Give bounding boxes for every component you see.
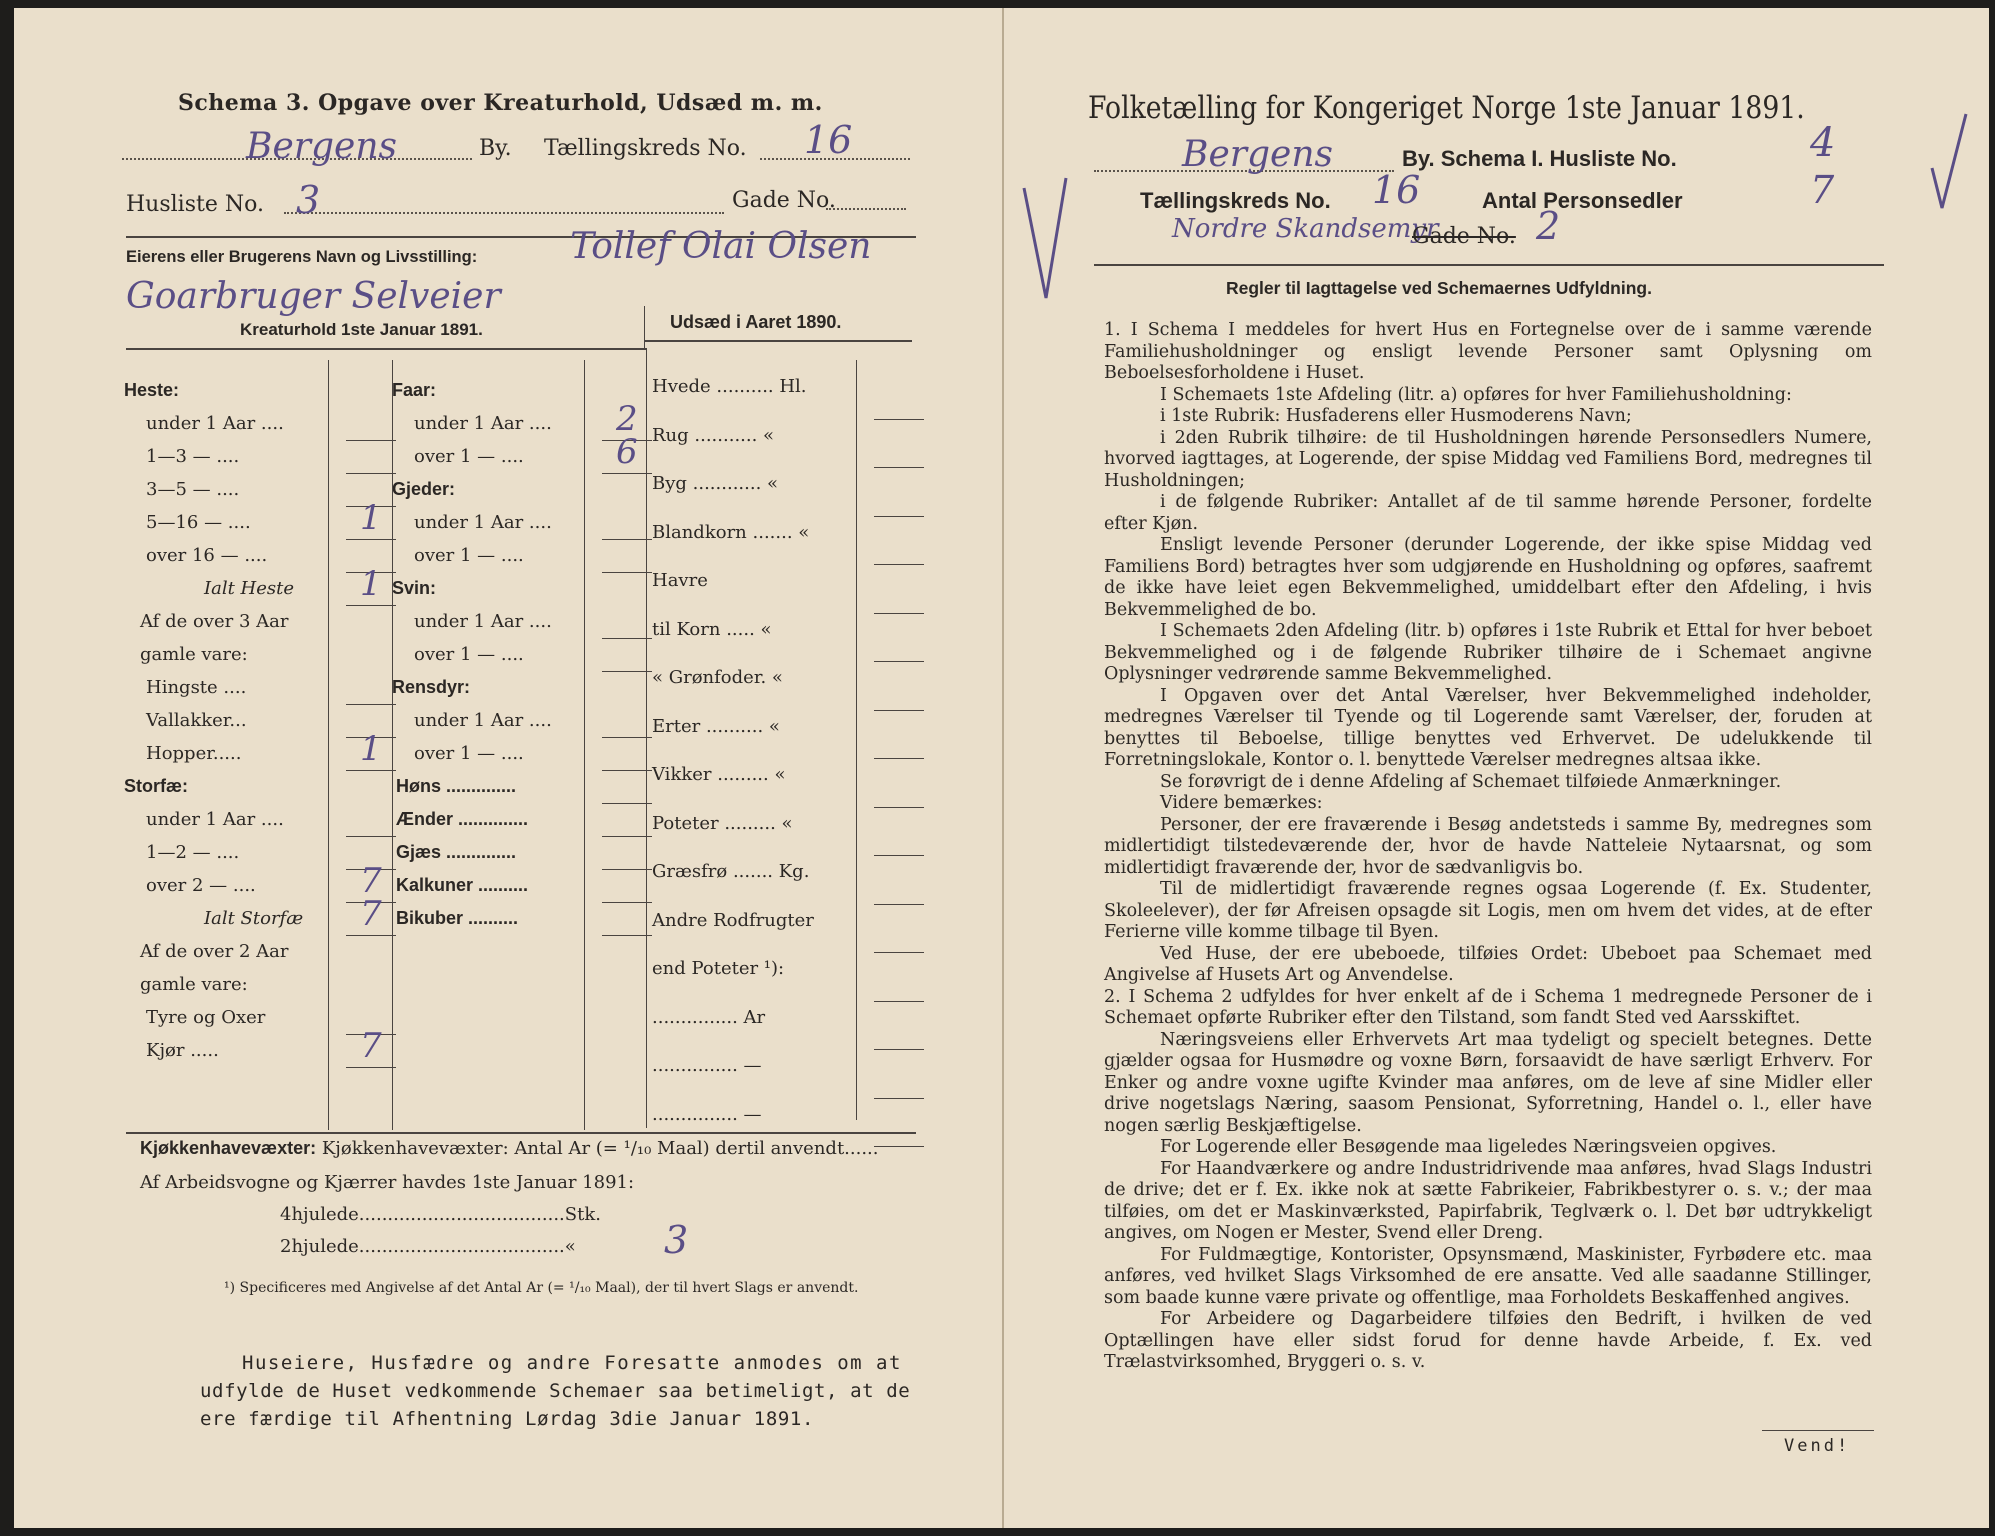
col2-handwritten-value: 2 <box>616 399 638 439</box>
col2-label: over 1 — .... <box>414 446 524 467</box>
col3-row <box>648 910 928 959</box>
col1-label: 5—16 — .... <box>146 512 251 533</box>
col1-row <box>124 1007 394 1040</box>
col3-value-line <box>874 758 924 759</box>
rule-paragraph: For Logerende eller Besøgende maa ligeledes Næringsveien opgives. <box>1160 1137 1777 1157</box>
col3-label: til Korn ..... « <box>652 618 772 640</box>
col-line-1 <box>328 360 329 1130</box>
col1-row <box>124 1026 394 1073</box>
owner-label: Eierens eller Brugerens Navn og Livsstilling: <box>126 248 478 266</box>
col1-label: 1—3 — .... <box>146 446 240 467</box>
col1-value-line <box>346 473 396 474</box>
col3-value-line <box>874 516 924 517</box>
col1-label: over 16 — .... <box>146 545 268 566</box>
right-page-schema-1 <box>1004 8 1989 1528</box>
col2-row <box>392 432 652 479</box>
col3-value-line <box>874 1049 924 1050</box>
col2-value-line <box>602 572 652 573</box>
by-label: By. <box>479 136 512 161</box>
handwritten-gade-no-right: 2 <box>1536 204 1561 248</box>
col3-value-line <box>874 710 924 711</box>
rule-paragraph: i 2den Rubrik tilhøire: de til Husholdningen hørende Personsedlers Numere, hvorved iagttages, at Logerende, der spise Middag ved Familiens Bord, medregnes til Husholdningen; <box>1104 427 1872 491</box>
rule-paragraph: Se forøvrigt de i denne Afdeling af Schemaet tilføiede Anmærkninger. <box>1160 771 1782 792</box>
col2-value-line <box>602 902 652 903</box>
col3-row <box>648 716 928 765</box>
col3-value-line <box>874 1001 924 1002</box>
right-rule-top <box>1094 264 1884 266</box>
col2-row <box>392 644 652 677</box>
col3-label: Havre <box>652 570 708 591</box>
col3-row <box>648 619 928 668</box>
pencil-check-right-icon <box>1924 108 1974 218</box>
handwritten-owner-name: Tollef Olai Olsen <box>570 226 872 267</box>
handwritten-kreds-right: 16 <box>1372 168 1421 212</box>
col3-label: Blandkorn ....... « <box>652 521 810 543</box>
col3-row <box>648 1055 928 1104</box>
col1-row <box>124 498 394 545</box>
header-rule-right <box>644 340 912 342</box>
col3-value-line <box>874 807 924 808</box>
gade-label: Gade No. <box>732 188 836 213</box>
col2-label: over 1 — .... <box>414 743 524 764</box>
col3-row <box>648 861 928 910</box>
col1-row <box>124 413 394 446</box>
personsedler-label: Antal Personsedler <box>1482 188 1683 213</box>
col3-row <box>648 376 928 425</box>
arbeidsvogne-label: Af Arbeidsvogne og Kjærrer havdes 1ste Januar 1891: <box>140 1172 635 1193</box>
col2-value-line <box>602 638 652 639</box>
pencil-check-right-stroke <box>1932 114 1966 208</box>
handwritten-husliste-right: 4 <box>1810 120 1836 166</box>
rule-paragraph: Videre bemærkes: <box>1160 793 1323 813</box>
col3-row <box>648 425 928 474</box>
col3-label: Byg ............ « <box>652 473 779 494</box>
col2-row <box>392 399 652 446</box>
col2-label: Bikuber .......... <box>396 908 519 928</box>
col-line-2 <box>392 360 393 1130</box>
col1-label: Ialt Heste <box>204 578 295 599</box>
col3-label: Rug ........... « <box>652 424 775 446</box>
col3-label: ............... — <box>652 1103 762 1125</box>
closing-line-1: Huseiere, Husfædre og andre Foresatte anmodes om at <box>242 1352 902 1374</box>
col2-row <box>392 743 652 776</box>
rule-paragraph: i de følgende Rubriker: Antallet af de til samme hørende Personer, fordelte efter Kjøn. <box>1104 492 1872 534</box>
handwritten-to-hjulede: 3 <box>664 1218 689 1262</box>
col3-label: Andre Rodfrugter <box>652 909 814 931</box>
col2-row <box>392 776 652 809</box>
col2-value-line <box>602 869 652 870</box>
rule-paragraph: Ved Huse, der ere ubeboede, tilføies Ordet: Ubeboet paa Schemaet med Angivelse af Husets Art og Anvendelse. <box>1104 943 1872 985</box>
rule-paragraph: 1. I Schema I meddeles for hvert Hus en Fortegnelse over de i samme værende Familiehusholdninger og ensligt levende Personer samt Oplysning om Beboelsesforholdene i Huset. <box>1104 320 1872 383</box>
rule-paragraph: For Arbeidere og Dagarbeidere tilføies den Bedrift, i hvilken de ved Optællingen have eller sidst forud for denne havde Arbeide, f. Ex. ved Trælastvirksomhed, Bryggeri o. s. v. <box>1104 1309 1872 1372</box>
col3-row <box>648 958 928 1007</box>
col3-row <box>648 570 928 619</box>
col1-label: Storfæ: <box>124 776 188 796</box>
col3-row <box>648 1007 928 1056</box>
col2-label: under 1 Aar .... <box>414 611 552 632</box>
pencil-check-left-icon <box>1014 168 1074 308</box>
col1-label: under 1 Aar .... <box>146 809 284 830</box>
col2-label: over 1 — .... <box>414 545 524 566</box>
col3-value-line <box>874 855 924 856</box>
col3-label: Vikker ......... « <box>652 764 786 785</box>
col1-row <box>124 677 394 710</box>
schema3-title: Schema 3. Opgave over Kreaturhold, Udsæd m. m. <box>178 90 823 116</box>
col2-value-line <box>602 473 652 474</box>
col-line-4 <box>646 348 647 1128</box>
rule-paragraph: I Schemaets 2den Afdeling (litr. b) opføres i 1ste Rubrik et Ettal for hver beboet Bekvemmelighed og i de følgende Rubriker tilhøire de i Schemaet angivne Oplysninger vedrørende samme Bekvemmelighed. <box>1104 621 1872 684</box>
col1-row <box>124 776 394 809</box>
rule-paragraph: For Fuldmægtige, Kontorister, Opsynsmænd, Maskinister, Fyrbødere etc. maa anføres, ved hvilket Slags Virksomhed de ere ansatte. Ved alle saadanne Stillinger, som baade kunne være private og offentlige, maa Forholdets Beskaffenhed angives. <box>1104 1244 1872 1308</box>
col1-row <box>124 611 394 644</box>
rules-body <box>1104 320 1872 1374</box>
col2-row <box>392 710 652 743</box>
col1-label: Ialt Storfæ <box>204 908 304 929</box>
col3-value-line <box>874 1146 924 1147</box>
col1-handwritten-value: 7 <box>360 861 382 901</box>
col1-value-line <box>346 1067 396 1068</box>
col3-row <box>648 473 928 522</box>
kjokkenhave-text: Kjøkkenhavevæxter: Antal Ar (= ¹/₁₀ Maal) dertil anvendt...... <box>321 1138 879 1159</box>
header-udsaed: Udsæd i Aaret 1890. <box>670 312 842 332</box>
col1-handwritten-value: 1 <box>360 564 382 604</box>
col2-value-line <box>602 935 652 936</box>
col3-label: Erter .......... « <box>652 715 780 737</box>
by-schema-husliste: By. Schema I. Husliste No. <box>1402 146 1677 171</box>
col3-row <box>648 522 928 571</box>
col2-label: Faar: <box>392 380 437 400</box>
col1-value-line <box>346 704 396 705</box>
col1-label: 3—5 — .... <box>146 479 240 500</box>
vend-label: Vend! <box>1784 1436 1851 1456</box>
col2-row <box>392 380 652 413</box>
col1-label: 1—2 — .... <box>146 842 240 863</box>
taellingskreds-label: Tællingskreds No. <box>544 136 747 161</box>
col1-label: gamle vare: <box>140 974 248 995</box>
col3-value-line <box>874 661 924 662</box>
col3-value-line <box>874 564 924 565</box>
col2-row <box>392 479 652 512</box>
rule-paragraph: For Haandværkere og andre Industridrivende maa anføres, hvad Slags Industri de drive; det er f. Ex. ikke nok at sætte Fabrikeier, Fabrikbestyrer o. s. v.; der maa tilføies, om det er Maskinværksted, Papirfabrik, Teglværk o. l. Det bør udtrykkeligt angives, om Nogen er Mester, Svend eller Dreng. <box>1104 1158 1872 1243</box>
col1-row <box>124 479 394 512</box>
col2-label: under 1 Aar .... <box>414 710 552 731</box>
husliste-dotted-line <box>284 212 724 214</box>
closing-line-3: ere færdige til Afhentning Lørdag 3die Januar 1891. <box>200 1408 814 1430</box>
col3-label: « Grønfoder. « <box>652 667 783 688</box>
col2-row <box>392 677 652 710</box>
col2-label: under 1 Aar .... <box>414 413 552 434</box>
col3-label: ............... — <box>652 1055 762 1076</box>
col2-label: over 1 — .... <box>414 644 524 665</box>
col1-label: Hingste .... <box>146 677 247 698</box>
rule-paragraph: Næringsveiens eller Erhvervets Art maa tydeligt og specielt betegnes. Dette gjælder ogsaa for Husmødre og voxne Børn, forsaavidt de have særligt Erhverv. For Enker og andre voxne ugifte Kvinder maa anføres, om de leve af sine Midler eller drive nogetslags Næring, saasom Pensionat, Syforretning, Handel o. l., eller have nogen særlig Beskjæftigelse. <box>1104 1029 1872 1136</box>
col2-label: Kalkuner .......... <box>396 875 529 895</box>
rule-paragraph: Til de midlertidigt fraværende regnes ogsaa Logerende (f. Ex. Studenter, Skoleelever), der før Afreisen opsagde sit Logis, men om hvem det vides, at de efter Ferierne ville komme tilbage til Byen. <box>1104 879 1872 942</box>
handwritten-gade-right: Nordre Skandsemyr <box>1172 214 1439 244</box>
col2-row <box>392 842 652 875</box>
rule-paragraph: i 1ste Rubrik: Husfaderens eller Husmoderens Navn; <box>1160 406 1632 426</box>
col2-label: Gjæs .............. <box>396 842 517 862</box>
col1-row <box>124 894 394 941</box>
col3-value-line <box>874 904 924 905</box>
col3-value-line <box>874 467 924 468</box>
col2-value-line <box>602 770 652 771</box>
col1-label: Vallakker... <box>146 710 247 731</box>
census-title: Folketælling for Kongeriget Norge 1ste Januar 1891. <box>1088 90 1805 126</box>
col1-handwritten-value: 7 <box>360 1026 382 1066</box>
rule-paragraph: Personer, der ere fraværende i Besøg andetsteds i samme By, medregnes som midlertidigt tilstedeværende der, hvor de havde Natteleie Nytaarsnat, og som midlertidigt fraværende der, hvor de sædvanligvis bo. <box>1104 814 1872 878</box>
col1-label: Af de over 2 Aar <box>140 941 289 962</box>
col2-value-line <box>602 836 652 837</box>
col3-row <box>648 813 928 862</box>
col1-row <box>124 974 394 1007</box>
col3-value-line <box>874 613 924 614</box>
col2-row <box>392 809 652 842</box>
col1-row <box>124 861 394 908</box>
footnote <box>224 1278 924 1298</box>
handwritten-city: Bergens <box>246 126 397 167</box>
col1-row <box>124 941 394 974</box>
left-page-schema-3 <box>14 8 1004 1528</box>
rule-paragraph: I Schemaets 1ste Afdeling (litr. a) opføres for hver Familiehusholdning: <box>1160 384 1792 405</box>
col2-label: under 1 Aar .... <box>414 512 552 533</box>
col-line-5 <box>856 360 857 1120</box>
col1-value-line <box>346 770 396 771</box>
vend-rule <box>1762 1430 1874 1431</box>
col2-label: Gjeder: <box>392 479 456 499</box>
col1-row <box>124 710 394 743</box>
col1-handwritten-value: 1 <box>360 498 382 538</box>
col2-row <box>392 875 652 908</box>
col1-handwritten-value: 7 <box>360 894 382 934</box>
col3-row <box>648 764 928 813</box>
col2-row <box>392 545 652 578</box>
col2-row <box>392 578 652 611</box>
col2-row <box>392 512 652 545</box>
col1-row <box>124 564 394 611</box>
col2-row <box>392 611 652 644</box>
col1-value-line <box>346 539 396 540</box>
col1-label: over 2 — .... <box>146 875 256 896</box>
husliste-label: Husliste No. <box>126 192 264 217</box>
col-line-3 <box>584 360 585 1130</box>
header-kreaturhold: Kreaturhold 1ste Januar 1891. <box>240 320 483 339</box>
pencil-check-left-stroke <box>1024 178 1066 298</box>
col3-label: Græsfrø ....... Kg. <box>652 861 810 882</box>
col1-row <box>124 842 394 875</box>
col2-label: Svin: <box>392 578 437 598</box>
col2-label: Ænder .............. <box>396 809 529 829</box>
handwritten-owner-title: Goarbruger Selveier <box>126 276 501 317</box>
gade-dotted-line <box>826 208 906 210</box>
col1-row <box>124 380 394 413</box>
col1-label: gamle vare: <box>140 644 248 665</box>
col2-row <box>392 908 652 941</box>
kjokkenhave-line: Kjøkkenhavevæxter: Kjøkkenhavevæxter: Antal Ar (= ¹/₁₀ Maal) dertil anvendt...... <box>140 1138 879 1159</box>
col2-value-line <box>602 671 652 672</box>
rule-paragraph: Ensligt levende Personer (derunder Logerende, der ikke spise Middag ved Familiens Bord) betragtes hver som udgjørende en Husholdning og opføres, saafremt de ikke have leiet egen Bekvemmelighed, umiddelbart efter den Afdeling, i hvis Bekvemmelighed de bo. <box>1104 535 1872 620</box>
col1-value-line <box>346 935 396 936</box>
to-hjulede: 2hjulede....................................« <box>280 1236 576 1257</box>
kreds-label-right: Tællingskreds No. <box>1140 188 1331 213</box>
col3-label: ............... Ar <box>652 1006 766 1028</box>
col1-value-line <box>346 440 396 441</box>
col1-row <box>124 729 394 776</box>
col3-value-line <box>874 1098 924 1099</box>
fire-hjulede: 4hjulede....................................Stk. <box>280 1204 601 1225</box>
col3-value-line <box>874 419 924 420</box>
col2-value-line <box>602 539 652 540</box>
col1-label: Tyre og Oxer <box>146 1007 266 1028</box>
col3-label: Poteter ......... « <box>652 812 793 834</box>
col2-value-line <box>602 737 652 738</box>
col1-value-line <box>346 836 396 837</box>
col1-label: Kjør ..... <box>146 1040 219 1061</box>
col1-label: Af de over 3 Aar <box>140 611 289 632</box>
table-bottom-rule <box>126 1132 916 1134</box>
col2-label: Rensdyr: <box>392 677 471 697</box>
footnote-text: ¹) Specificeres med Angivelse af det Antal Ar (= ¹/₁₀ Maal), der til hvert Slags er anvendt. <box>224 1280 859 1296</box>
col2-label: Høns .............. <box>396 776 517 796</box>
rule-paragraph: I Opgaven over det Antal Værelser, hver Bekvemmelighed indeholder, medregnes Værelser til Tyende og til Logerende samt Værelser, der, foruden at benyttes til Beboelse, tillige benyttes ved Erhvervet. De udelukkende til Forretningslokale, Kontor o. l. benyttede Værelser medregnes altsaa ikke. <box>1104 685 1872 770</box>
col3-row <box>648 667 928 716</box>
col1-handwritten-value: 1 <box>360 729 382 769</box>
rule-paragraph: 2. I Schema 2 udfyldes for hver enkelt af de i Schema 1 medregnede Personer de i Schemaet opførte Rubriker efter den Tilstand, som fandt Sted ved Aarsskiftet. <box>1104 986 1872 1028</box>
col2-handwritten-value: 6 <box>616 432 638 472</box>
col1-row <box>124 809 394 842</box>
col2-value-line <box>602 803 652 804</box>
col1-row <box>124 644 394 677</box>
col1-row <box>124 545 394 578</box>
handwritten-personsedler: 7 <box>1810 168 1835 212</box>
handwritten-kreds-no: 16 <box>804 118 853 162</box>
col1-row <box>124 446 394 479</box>
col1-label: under 1 Aar .... <box>146 413 284 434</box>
handwritten-husliste-no: 3 <box>296 178 321 222</box>
col3-value-line <box>874 952 924 953</box>
header-divider <box>644 306 645 350</box>
header-rule-left <box>126 348 646 350</box>
rules-title: Regler til Iagttagelse ved Schemaernes Udfyldning. <box>1226 278 1652 298</box>
col1-value-line <box>346 605 396 606</box>
col1-label: Hopper..... <box>146 743 242 764</box>
col1-label: Heste: <box>124 380 180 400</box>
gade-label-right: Gade No. <box>1412 224 1516 249</box>
closing-line-2: udfylde de Huset vedkommende Schemaer saa betimeligt, at de <box>200 1380 911 1402</box>
col3-label: Hvede .......... Hl. <box>652 376 807 397</box>
handwritten-city-right: Bergens <box>1182 134 1333 175</box>
col3-label: end Poteter ¹): <box>652 958 785 979</box>
